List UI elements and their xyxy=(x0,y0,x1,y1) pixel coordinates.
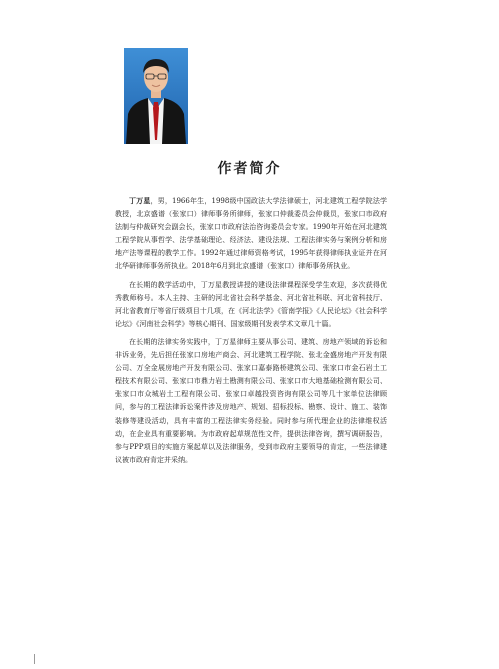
author-name: 丁万星 xyxy=(129,196,151,205)
page-margin-mark xyxy=(34,654,35,664)
bio-paragraph: 在长期的法律实务实践中，丁万星律师主要从事公司、建筑、房地产领域的诉讼和非诉业务，先后担任张家口房地产商会、河北建筑工程学院、张北金盛房地产开发有限公司、万全金展房地产开发有限公司、张家口嘉泰路桥建筑公司、张家口市金石岩土工程技术有限公司、张家口市鼎力岩土勘测有限公司、张家口市大地基础检测有限公司、张家口市众城岩土工程有限公司、张家口卓越投资咨询有限公司等几十家单位法律顾问，参与的工程法律诉讼案件涉及房地产、规划、招标投标、勘察、设计、施工、装饰装修等建设活动，具有丰富的工程法律实务经验。同时参与所代理企业的法律维权活动，在企业具有重要影响。为市政府起草规范性文件，提供法律咨询，撰写调研报告，参与PPP项目的实施方案起草以及法律服务，受到市政府主要领导的肯定，一些法律建议被市政府肯定并采纳。 xyxy=(115,337,387,464)
biography-text xyxy=(115,194,387,467)
author-photo xyxy=(124,48,188,144)
page-title: 作者简介 xyxy=(217,161,282,177)
bio-paragraph xyxy=(115,194,387,274)
bio-paragraph: 在长期的教学活动中，丁万星教授讲授的建设法律课程深受学生欢迎，多次获得优秀教师称号。本人主持、主研的河北省社会科学基金、河北省社科联、河北省科技厅、河北省教育厅等省厅级项目十几项，在《河北法学》《管南学报》《人民论坛》《社会科学论坛》《河南社会科学》等核心期刊、国家级期刊发表学术文章几十篇。 xyxy=(115,280,387,328)
bio-paragraph-text: ，男，1966年生，1998级中国政法大学法律硕士，河北建筑工程学院法学教授，北京盛谱（张家口）律师事务所律师，张家口仲裁委员会仲裁员，张家口市政府法制与仲裁研究会副会长，张家口市政府法治咨询委员会专家。1990年开始在河北建筑工程学院从事哲学、法学基础理论、经济法、建设法规、工程法律实务与案例分析和房地产法等课程的教学工作。1992年通过律师资格考试，1995年获得律师执业证并在河北华研律师事务所执业。2018年6月到北京盛谱（张家口）律师事务所执业。 xyxy=(115,197,388,271)
author-photo-graphic xyxy=(124,48,188,144)
